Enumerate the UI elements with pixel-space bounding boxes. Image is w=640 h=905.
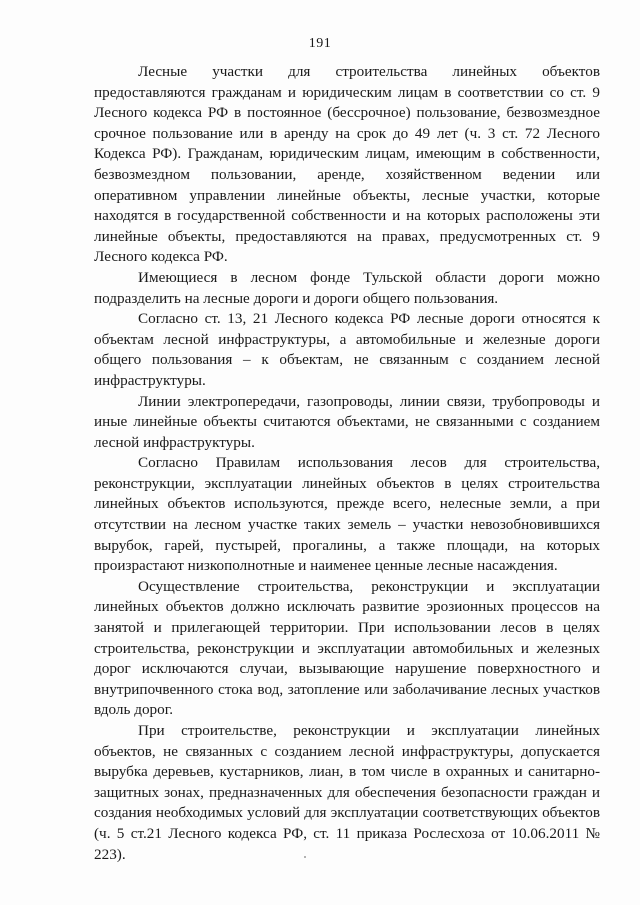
paragraph-construction-rules: Согласно Правилам использования лесов для строительства, реконструкции, эксплуатации линейных объектов в целях строительства линейных объектов используются, прежде всего, нелесные земли, а при отсутствии на лесном участке таких земель – участки невозобновившихся вырубок, гарей, пустырей, прогалины, а также площади, на которых произрастают низкополнотные и наименее ценные лесные насаждения. <box>94 454 600 575</box>
document-body <box>94 62 600 865</box>
page-number: 191 <box>308 36 332 51</box>
paragraph-land-plots: Лесные участки для строительства линейных объектов предоставляются гражданам и юридическим лицам в соответствии со ст. 9 Лесного кодекса РФ в постоянное (бессрочное) пользование, безвозмездное срочное пользование или в аренду на срок до 49 лет (ч. 3 ст. 72 Лесного Кодекса РФ). Гражданам, юридическим лицам, имеющим в собственности, безвозмездном пользовании, аренде, хозяйственном ведении или оперативном управлении линейные объекты, лесные участки, которые находятся в государственной собственности и на которых расположены эти линейные объекты, предоставляются на правах, предусмотренных ст. 9 Лесного кодекса РФ. <box>94 63 600 266</box>
paragraph-roads-classification: Имеющиеся в лесном фонде Тульской области дороги можно подразделить на лесные дороги и дороги общего пользования. <box>94 268 600 307</box>
paragraph-erosion-prevention: Осуществление строительства, реконструкции и эксплуатации линейных объектов должно исключать развитие эрозионных процессов на занятой и прилегающей территории. При использовании лесов в целях строительства, реконструкции и эксплуатации автомобильных и железных дорог исключаются случаи, вызывающие нарушение поверхностного и внутрипочвенного стока вод, затопление или заболачивание лесных участков вдоль дорог. <box>94 577 600 719</box>
paragraph-forest-roads: Согласно ст. 13, 21 Лесного кодекса РФ лесные дороги относятся к объектам лесной инфраструктуры, а автомобильные и железные дороги общего пользования – к объектам, не связанным с созданием лесной инфраструктуры. <box>94 310 600 389</box>
paragraph-linear-objects: Линии электропередачи, газопроводы, линии связи, трубопроводы и иные линейные объекты считаются объектами, не связанными с созданием лесной инфраструктуры. <box>94 392 600 451</box>
scan-speck <box>304 856 306 858</box>
paragraph-tree-felling: При строительстве, реконструкции и эксплуатации линейных объектов, не связанных с созданием лесной инфраструктуры, допускается вырубка деревьев, кустарников, лиан, в том числе в охранных и санитарно-защитных зонах, предназначенных для обеспечения безопасности граждан и создания необходимых условий для эксплуатации соответствующих объектов (ч. 5 ст.21 Лесного кодекса РФ, ст. 11 приказа Рослесхоза от 10.06.2011 № 223). <box>94 722 600 863</box>
